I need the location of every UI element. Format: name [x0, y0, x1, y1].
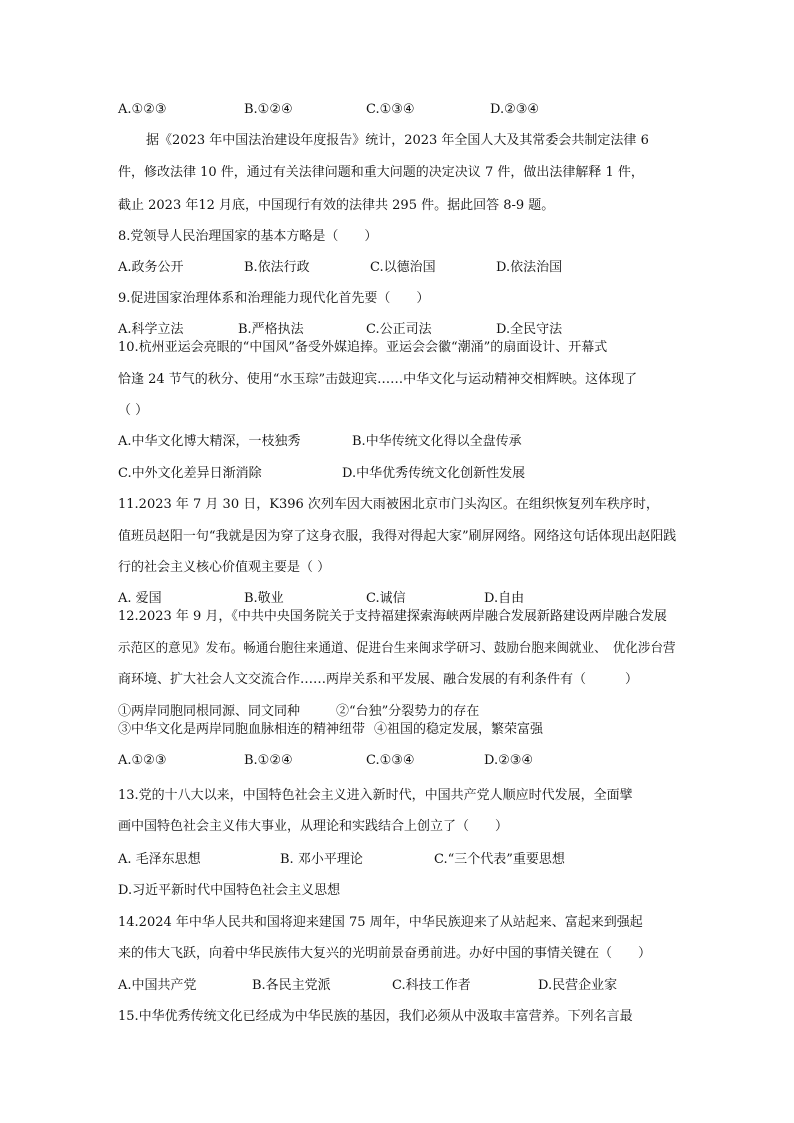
- q10-option-a: A.中华文化博大精深，一枝独秀: [118, 434, 301, 449]
- q13-option-b: B. 邓小平理论: [280, 852, 363, 867]
- q10-option-d: D.中华优秀传统文化创新性发展: [342, 466, 526, 481]
- q13-option-c: C.“三个代表”重要思想: [434, 852, 565, 867]
- q13-stem-line-2: 画中国特色社会主义伟大事业，从理论和实践结合上创立了（ ）: [118, 819, 509, 834]
- passage-line-1: 据《2023 年中国法治建设年度报告》统计，2023 年全国人大及其常委会共制定法律 6: [146, 133, 649, 148]
- q9-option-b: B.严格执法: [238, 322, 304, 337]
- q7-option-c: C.①③④: [366, 102, 415, 117]
- q12-option-c: C.①③④: [366, 753, 415, 768]
- q8-option-c: C.以德治国: [370, 260, 436, 275]
- q11-stem-line-1: 11.2023 年 7 月 30 日，K396 次列车因大雨被困北京市门头沟区。在组织恢复列车秩序时，: [118, 497, 659, 512]
- q14-option-b: B.各民主党派: [252, 978, 331, 993]
- q7-option-b: B.①②④: [244, 102, 293, 117]
- q12-option-b: B.①②④: [244, 753, 293, 768]
- q13-option-d: D.习近平新时代中国特色社会主义思想: [118, 883, 341, 898]
- q10-stem-line-2: 恰逢 24 节气的秋分、使用“水玉琮”击鼓迎宾……中华文化与运动精神交相辉映。这体现了: [118, 372, 638, 387]
- q12-item-3: ③中华文化是两岸同胞血脉相连的精神纽带: [118, 722, 366, 737]
- q11-option-a: A. 爱国: [118, 591, 162, 606]
- passage-line-2: 件，修改法律 10 件，通过有关法律问题和重大问题的决定决议 7 件，做出法律解释 1 件，: [118, 165, 644, 180]
- q7-option-d: D.②③④: [490, 102, 540, 117]
- q12-stem-line-2: 示范区的意见》发布。畅通台胞往来通道、促进台生来闽求学研习、鼓励台胞来闽就业、 优化涉台营: [118, 641, 676, 656]
- q10-option-c: C.中外文化差异日渐消除: [118, 466, 262, 481]
- q14-stem-line-1: 14.2024 年中华人民共和国将迎来建国 75 周年，中华民族迎来了从站起来、富起来到强起: [118, 915, 643, 930]
- q12-item-2: ②“台独”分裂势力的存在: [336, 704, 480, 719]
- q10-stem-line-3: （ ）: [118, 403, 149, 418]
- q9-option-a: A.科学立法: [118, 322, 184, 337]
- q14-option-c: C.科技工作者: [392, 978, 471, 993]
- q9-stem: 9.促进国家治理体系和治理能力现代化首先要（ ）: [118, 291, 430, 306]
- q8-option-d: D.依法治国: [496, 260, 563, 275]
- q13-stem-line-1: 13.党的十八大以来，中国特色社会主义进入新时代，中国共产党人顺应时代发展，全面擘: [118, 788, 633, 803]
- q11-stem-line-3: 行的社会主义核心价值观主要是（ ）: [118, 560, 331, 575]
- passage-line-3: 截止 2023 年12 月底，中国现行有效的法律共 295 件。据此回答 8-9 题。: [118, 198, 555, 213]
- q8-option-b: B.依法行政: [244, 260, 310, 275]
- q9-option-d: D.全民守法: [496, 322, 563, 337]
- q8-option-a: A.政务公开: [118, 260, 184, 275]
- q12-stem-line-3: 商环境、扩大社会人文交流合作……两岸关系和平发展、融合发展的有利条件有（ ）: [118, 672, 639, 687]
- q12-option-a: A.①②③: [118, 753, 167, 768]
- q10-stem-line-1: 10.杭州亚运会亮眼的“中国风”备受外媒追捧。亚运会会徽“潮涌”的扇面设计、开幕式: [118, 340, 608, 355]
- q14-option-d: D.民营企业家: [538, 978, 618, 993]
- q13-option-a: A. 毛泽东思想: [118, 852, 201, 867]
- q12-item-4: ④祖国的稳定发展，繁荣富强: [374, 722, 544, 737]
- q12-item-1: ①两岸同胞同根同源、同文同种: [118, 704, 301, 719]
- q15-stem-line-1: 15.中华优秀传统文化已经成为中华民族的基因，我们必须从中汲取丰富营养。下列名言最: [118, 1009, 633, 1024]
- q7-option-a: A.①②③: [118, 102, 167, 117]
- q8-stem: 8.党领导人民治理国家的基本方略是（ ）: [118, 229, 378, 244]
- q10-option-b: B.中华传统文化得以全盘传承: [352, 434, 522, 449]
- q14-stem-line-2: 来的伟大飞跃，向着中华民族伟大复兴的光明前景奋勇前进。办好中国的事情关键在（ ）: [118, 946, 652, 961]
- q11-option-b: B.敬业: [244, 591, 284, 606]
- q14-option-a: A.中国共产党: [118, 978, 197, 993]
- q12-option-d: D.②③④: [484, 753, 534, 768]
- q11-option-d: D.自由: [484, 591, 525, 606]
- q11-option-c: C.诚信: [366, 591, 406, 606]
- q12-stem-line-1: 12.2023 年 9 月，《中共中央国务院关于支持福建探索海峡两岸融合发展新路建设两岸融合发展: [118, 609, 667, 624]
- q11-stem-line-2: 值班员赵阳一句“我就是因为穿了这身衣服，我得对得起大家”刷屏网络。网络这句话体现出赵阳践: [118, 529, 677, 544]
- q9-option-c: C.公正司法: [366, 322, 432, 337]
